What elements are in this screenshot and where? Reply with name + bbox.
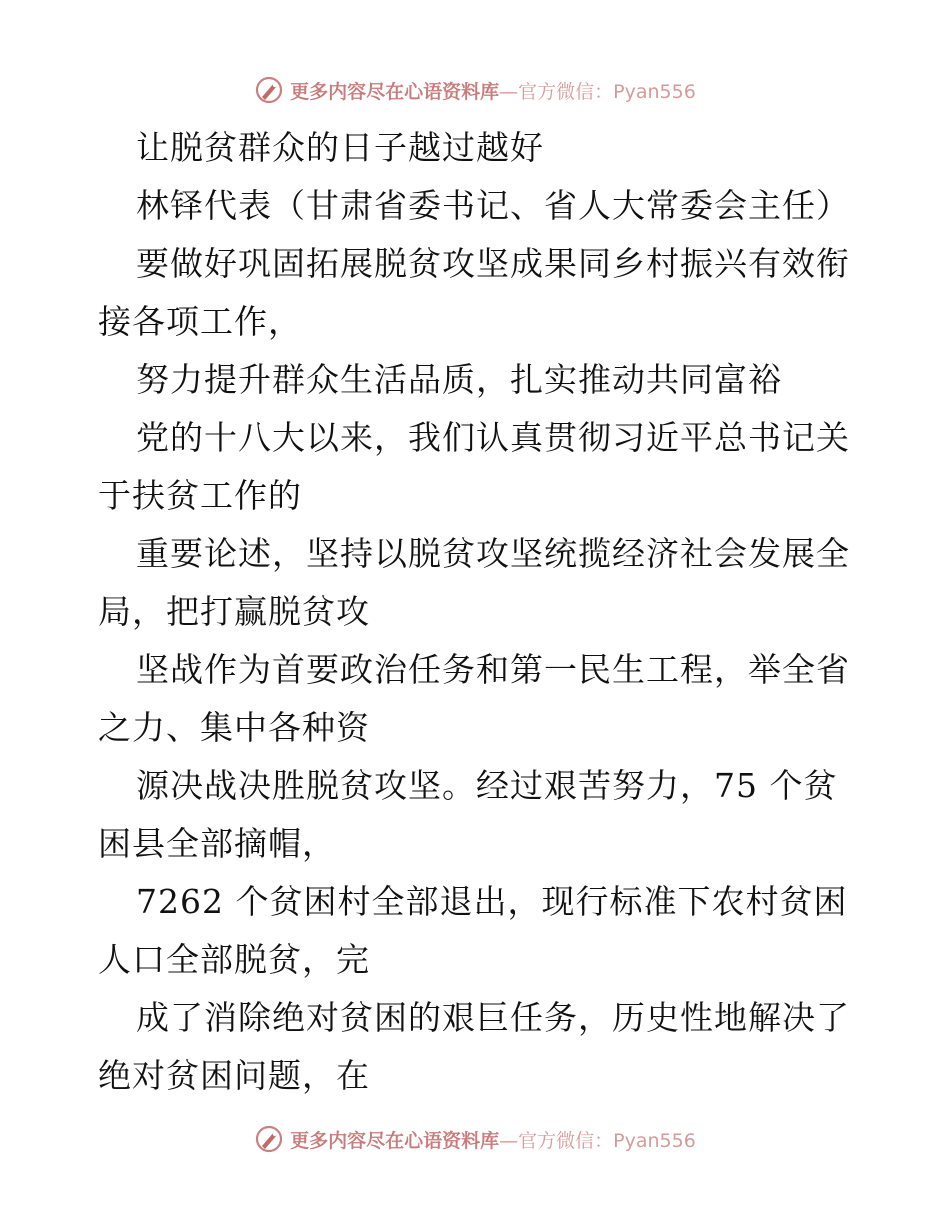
doc-line: 努力提升群众生活品质，扎实推动共同富裕 <box>136 360 782 399</box>
doc-line: 要做好巩固拓展脱贫攻坚成果同乡村振兴有效衔 <box>136 244 850 283</box>
doc-line: 党的十八大以来，我们认真贯彻习近平总书记关 <box>136 418 850 457</box>
doc-line: 绝对贫困问题，在 <box>98 1056 370 1095</box>
doc-title: 让脱贫群众的日子越过越好 <box>136 128 544 167</box>
doc-line: 困县全部摘帽， <box>98 824 336 863</box>
doc-line: 于扶贫工作的 <box>98 476 302 515</box>
footer-separator: — <box>499 1129 519 1152</box>
header-separator: — <box>499 80 519 103</box>
doc-line: 接各项工作， <box>98 302 302 341</box>
pen-logo-icon <box>254 1124 284 1154</box>
doc-line: 局，把打赢脱贫攻 <box>98 592 370 631</box>
doc-line: 源决战决胜脱贫攻坚。经过艰苦努力，75 个贫 <box>136 766 838 805</box>
footer-banner-text <box>290 1126 696 1153</box>
header-banner <box>0 72 950 108</box>
header-banner-text <box>290 77 696 104</box>
footer-brand-text: 更多内容尽在心语资料库 <box>290 1129 500 1152</box>
header-brand-text: 更多内容尽在心语资料库 <box>290 80 500 103</box>
doc-line: 7262 个贫困村全部退出，现行标准下农村贫困 <box>136 882 848 921</box>
header-contact-text: 官方微信：Pyan556 <box>518 80 696 103</box>
doc-line: 成了消除绝对贫困的艰巨任务，历史性地解决了 <box>136 998 850 1037</box>
doc-line: 坚战作为首要政治任务和第一民生工程，举全省 <box>136 650 850 689</box>
doc-line: 重要论述，坚持以脱贫攻坚统揽经济社会发展全 <box>136 534 850 573</box>
footer-contact-text: 官方微信：Pyan556 <box>518 1129 696 1152</box>
doc-line: 之力、集中各种资 <box>98 708 370 747</box>
document-body <box>98 119 858 1105</box>
footer-banner <box>0 1121 950 1157</box>
pen-logo-icon <box>254 75 284 105</box>
doc-author: 林铎代表（甘肃省委书记、省人大常委会主任） <box>136 186 850 225</box>
doc-line: 人口全部脱贫，完 <box>98 940 370 979</box>
